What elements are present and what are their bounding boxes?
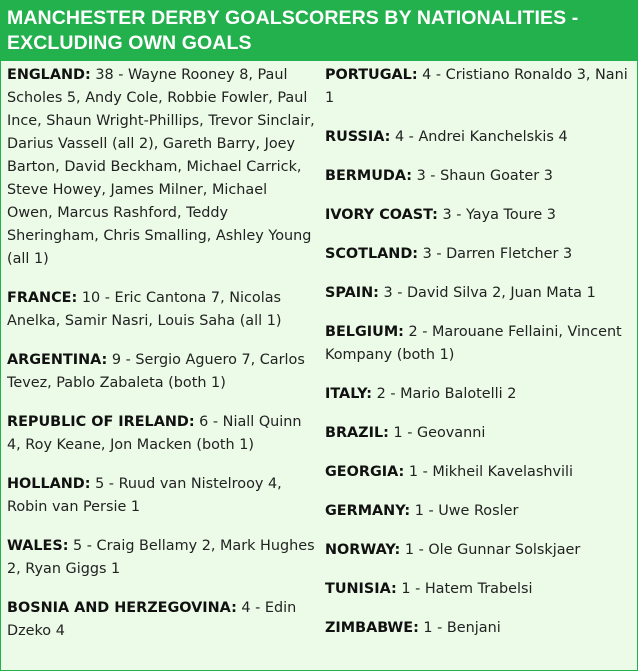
nationality-entry: [325, 204, 633, 227]
nationality-entry: [7, 411, 315, 457]
scorers-detail: 2 - Mario Balotelli 2: [372, 386, 517, 402]
scorers-detail: 3 - Darren Fletcher 3: [418, 246, 573, 262]
scorers-detail: 3 - Shaun Goater 3: [412, 168, 553, 184]
nationality-entry: [325, 500, 633, 523]
scorers-detail: 9 - Sergio Aguero 7, Carlos Tevez, Pablo Zabaleta (both 1): [7, 352, 305, 391]
nationality-entry: [7, 349, 315, 395]
country-name: PORTUGAL:: [325, 67, 418, 83]
country-name: GEORGIA:: [325, 464, 405, 480]
country-name: REPUBLIC OF IRELAND:: [7, 414, 195, 430]
nationality-entry: [325, 282, 633, 305]
nationality-entry: [325, 617, 633, 640]
country-name: BRAZIL:: [325, 425, 389, 441]
nationality-entry: [325, 165, 633, 188]
scorers-detail: 1 - Uwe Rosler: [410, 503, 519, 519]
scorers-detail: 1 - Hatem Trabelsi: [396, 581, 533, 597]
country-name: TUNISIA:: [325, 581, 397, 597]
nationality-entry: [325, 64, 633, 110]
scorers-detail: 6 - Niall Quinn 4, Roy Keane, Jon Macken (both 1): [7, 414, 302, 453]
country-name: BERMUDA:: [325, 168, 412, 184]
scorers-detail: 1 - Mikheil Kavelashvili: [404, 464, 573, 480]
nationality-entry: [325, 539, 633, 562]
scorers-detail: 3 - David Silva 2, Juan Mata 1: [378, 285, 596, 301]
page-title: MANCHESTER DERBY GOALSCORERS BY NATIONALITIES - EXCLUDING OWN GOALS: [7, 7, 579, 54]
nationality-entry: [7, 287, 315, 333]
country-name: BELGIUM:: [325, 324, 404, 340]
country-name: SPAIN:: [325, 285, 379, 301]
scorers-detail: 5 - Ruud van Nistelrooy 4, Robin van Persie 1: [7, 476, 282, 515]
header-bar: [1, 1, 637, 61]
country-name: BOSNIA AND HERZEGOVINA:: [7, 600, 237, 616]
country-name: ZIMBABWE:: [325, 620, 419, 636]
country-name: ITALY:: [325, 386, 373, 402]
scorers-detail: 10 - Eric Cantona 7, Nicolas Anelka, Samir Nasri, Louis Saha (all 1): [7, 290, 282, 329]
nationality-entry: [325, 422, 633, 445]
country-name: NORWAY:: [325, 542, 401, 558]
country-name: ENGLAND:: [7, 67, 91, 83]
country-name: ARGENTINA:: [7, 352, 108, 368]
scorers-detail: 3 - Yaya Toure 3: [437, 207, 556, 223]
right-column: [319, 61, 637, 656]
nationality-entry: [325, 243, 633, 266]
country-name: RUSSIA:: [325, 129, 391, 145]
scorers-detail: 4 - Cristiano Ronaldo 3, Nani 1: [325, 67, 628, 106]
country-name: WALES:: [7, 538, 69, 554]
country-name: HOLLAND:: [7, 476, 91, 492]
scorers-detail: 1 - Ole Gunnar Solskjaer: [400, 542, 581, 558]
nationality-entry: [7, 597, 315, 643]
country-name: SCOTLAND:: [325, 246, 419, 262]
nationality-entry: [325, 321, 633, 367]
scorers-detail: 38 - Wayne Rooney 8, Paul Scholes 5, Andy Cole, Robbie Fowler, Paul Ince, Shaun Wright-Phillips, Trevor Sinclair, Darius Vassell (all 2), Gareth Barry, Joey Barton, David Beckham, Michael Carrick, Steve Howey, James Milner, Michael Owen, Marcus Rashford, Teddy Sheringham, Chris Smalling, Ashley Young (all 1): [7, 67, 315, 267]
scorers-detail: 5 - Craig Bellamy 2, Mark Hughes 2, Ryan Giggs 1: [7, 538, 315, 577]
nationality-entry: [325, 126, 633, 149]
country-name: IVORY COAST:: [325, 207, 438, 223]
country-name: GERMANY:: [325, 503, 411, 519]
nationality-entry: [325, 461, 633, 484]
country-name: FRANCE:: [7, 290, 78, 306]
scorers-detail: 2 - Marouane Fellaini, Vincent Kompany (both 1): [325, 324, 622, 363]
scorers-detail: 1 - Benjani: [418, 620, 501, 636]
nationality-entry: [7, 64, 315, 271]
left-column: [1, 61, 319, 659]
scorers-detail: 4 - Andrei Kanchelskis 4: [390, 129, 568, 145]
scorers-detail: 4 - Edin Dzeko 4: [7, 600, 297, 639]
scorers-detail: 1 - Geovanni: [388, 425, 486, 441]
nationality-entry: [325, 578, 633, 601]
nationality-entry: [7, 473, 315, 519]
nationality-entry: [325, 383, 633, 406]
nationality-entry: [7, 535, 315, 581]
